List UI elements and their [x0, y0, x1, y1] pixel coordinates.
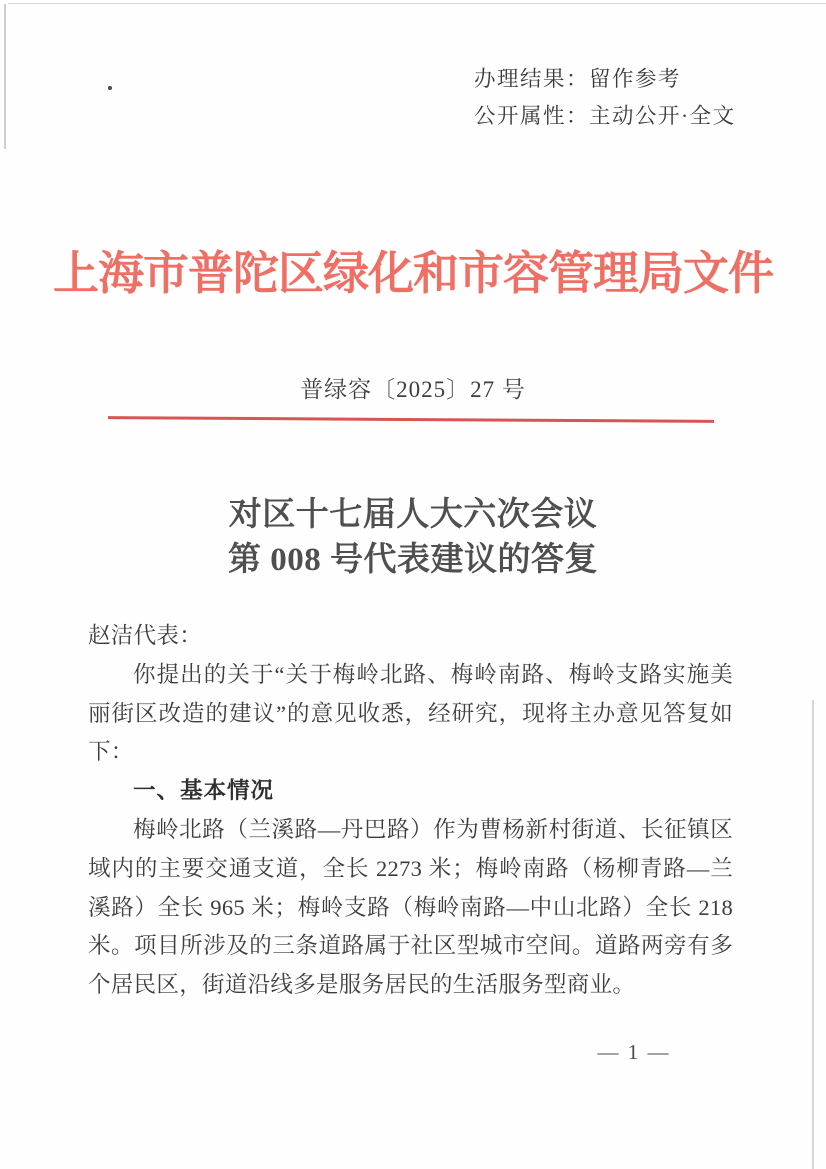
handling-annotations: [474, 61, 736, 135]
page-number: — 1 —: [597, 1040, 671, 1064]
body-line: 你提出的关于“关于梅岭北路、梅岭南路、梅岭支路实施美: [133, 661, 733, 687]
document-title-line1: 对区十七届人大六次会议: [228, 497, 598, 533]
ink-speck: [108, 86, 112, 90]
body-line: 溪路）全长 965 米；梅岭支路（梅岭南路—中山北路）全长 218: [88, 894, 733, 920]
publicity-attribute: 公开属性：主动公开·全文: [474, 104, 736, 128]
letterhead-red-rule: [108, 416, 714, 422]
body-line: 一、基本情况: [133, 778, 275, 804]
document-body: [88, 617, 733, 1005]
body-line: 个居民区，街道沿线多是服务居民的生活服务型商业。: [88, 972, 636, 998]
handling-result: 办理结果：留作参考: [474, 67, 682, 91]
document-title-line2: 第 008 号代表建议的答复: [228, 542, 598, 578]
agency-letterhead-title: 上海市普陀区绿化和市容管理局文件: [53, 248, 773, 299]
body-line: 下：: [88, 739, 134, 765]
body-line: 梅岭北路（兰溪路—丹巴路）作为曹杨新村街道、长征镇区: [133, 816, 733, 842]
scan-edge-left: [4, 4, 6, 149]
scan-edge-top: [8, 3, 826, 4]
body-line: 域内的主要交通支道，全长 2273 米；梅岭南路（杨柳青路—兰: [88, 855, 733, 881]
document-number: 普绿容〔2025〕27 号: [300, 377, 526, 402]
body-line: 米。项目所涉及的三条道路属于社区型城市空间。道路两旁有多: [88, 933, 733, 959]
scan-edge-right: [812, 700, 814, 1169]
body-line: 赵洁代表：: [88, 623, 203, 648]
body-line: 丽街区改造的建议”的意见收悉，经研究，现将主办意见答复如: [88, 700, 733, 726]
